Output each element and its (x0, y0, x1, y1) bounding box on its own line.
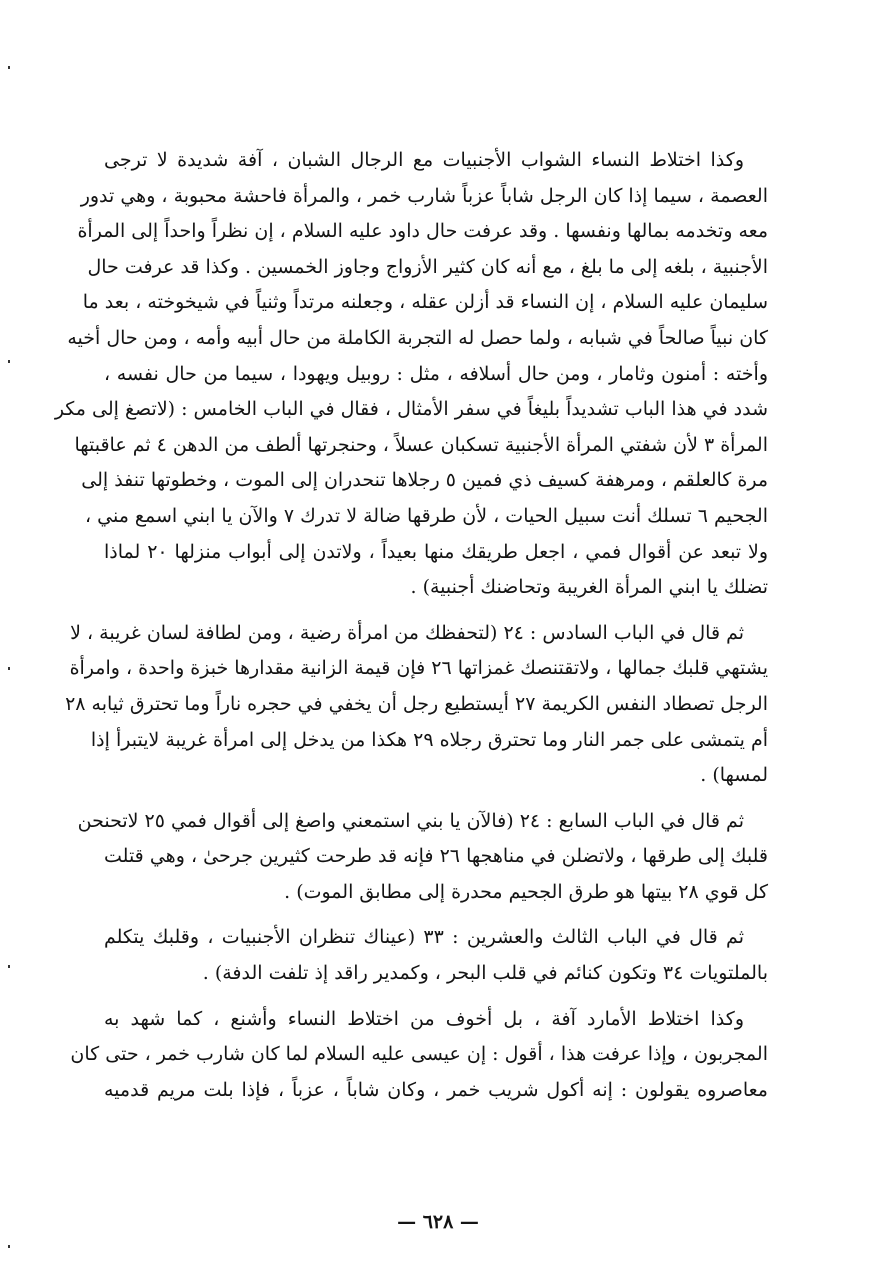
margin-mark (8, 66, 10, 69)
text-line: قلبك إلى طرقها ، ولاتضلن في مناهجها ٢٦ فإنه قد طرحت كثيرين جرحىٰ ، وهي قتلت (104, 845, 768, 868)
paragraph-gap (104, 606, 768, 616)
text-line: الجحيم ٦ تسلك أنت سبيل الحيات ، لأن طرقها ضالة لا تدرك ٧ والآن يا ابني اسمع مني ، (84, 504, 768, 527)
text-line: المرأة ٣ لأن شفتي المرأة الأجنبية تسكبان عسلاً ، وحنجرتها ألطف من الدهن ٤ ثم عاقبتها (74, 433, 768, 456)
text-line: الرجل تصطاد النفس الكريمة ٢٧ أيستطيع رجل أن يخفي في حجره ناراً وما تحترق ثيابه ٢٨ (65, 692, 768, 715)
text-line: معاصروه يقولون : إنه أكول شريب خمر ، وكان شاباً ، عزباً ، فإذا بلت مريم قدميه (104, 1078, 768, 1101)
body-text (54, 143, 768, 1108)
text-line: تضلك يا ابني المرأة الغريبة وتحاضنك أجنبية) . (410, 576, 768, 599)
text-line: وأخته : أمنون وثامار ، ومن حال أسلافه ، مثل : روبيل ويهودا ، سيما من حال نفسه ، (104, 362, 768, 385)
margin-mark (8, 667, 10, 670)
text-line: المجربون ، وإذا عرفت هذا ، أقول : إن عيسى عليه السلام لما كان شارب خمر ، حتى كان (70, 1043, 768, 1066)
text-line: معه وتخدمه بمالها ونفسها . وقد عرفت حال داود عليه السلام ، إن نظراً واحداً إلى المرأة (77, 220, 768, 243)
text-line: وكذا اختلاط الأمارد آفة ، بل أخوف من اختلاط النساء وأشنع ، كما شهد به (104, 1007, 744, 1030)
text-line: كان نبياً صالحاً في شبابه ، ولما حصل له التجربة الكاملة من حال أبيه وأمه ، ومن حال أخيه (67, 326, 768, 349)
paragraph-gap (104, 910, 768, 920)
text-line: بالملتويات ٣٤ وتكون كنائم في قلب البحر ، وكمدير راقد إذ تلفت الدفة) . (202, 962, 768, 985)
text-line: لمسها) . (700, 764, 768, 787)
text-line: مرة كالعلقم ، ومرهفة كسيف ذي فمين ٥ رجلاها تنحدران إلى الموت ، وخطوتها تنفذ إلى (81, 469, 768, 492)
paragraph (54, 143, 768, 606)
text-line: أم يتمشى على جمر النار وما تحترق رجلاه ٢٩ هكذا من يدخل إلى امرأة غريبة لايتبرأ إذا (90, 728, 768, 751)
margin-mark (8, 360, 10, 363)
margin-mark (8, 1245, 10, 1248)
paragraph (104, 920, 768, 991)
text-line: ثم قال في الباب السادس : ٢٤ (لتحفظك من امرأة رضية ، ومن لطافة لسان غريبة ، لا (70, 621, 744, 644)
text-line: ثم قال في الباب الثالث والعشرين : ٣٣ (عيناك تنظران الأجنبيات ، وقلبك يتكلم (104, 926, 744, 949)
text-line: شدد في هذا الباب تشديداً بليغاً في سفر الأمثال ، فقال في الباب الخامس : (لاتصغ إلى مكر (54, 398, 768, 421)
paragraph-gap (104, 992, 768, 1002)
text-line: وكذا اختلاط النساء الشواب الأجنبيات مع الرجال الشبان ، آفة شديدة لا ترجى (104, 149, 744, 171)
paragraph-gap (104, 794, 768, 804)
page-number: — ٦٢٨ — (397, 1211, 479, 1233)
paragraph (65, 616, 768, 794)
text-line: ثم قال في الباب السابع : ٢٤ (فالآن يا بني استمعني واصغ إلى أقوال فمي ٢٥ لاتحنحن (77, 809, 744, 832)
text-line: العصمة ، سيما إذا كان الرجل شاباً عزباً شارب خمر ، والمرأة فاحشة محبوبة ، وهي تدور (80, 184, 768, 207)
text-line: يشتهي قلبك جمالها ، ولاتقتنصك غمزاتها ٢٦ فإن قيمة الزانية مقدارها خبزة واحدة ، وامرأة (69, 657, 768, 680)
paragraph (77, 804, 768, 911)
text-line: الأجنبية ، بلغه إلى ما بلغ ، مع أنه كان كثير الأزواج وجاوز الخمسين . وكذا قد عرفت حال (87, 255, 768, 278)
margin-mark (8, 965, 10, 968)
text-line: سليمان عليه السلام ، إن النساء قد أزلن عقله ، وجعلنه مرتداً وثنياً في شيخوخته ، بعد ما (82, 291, 768, 314)
text-line: ولا تبعد عن أقوال فمي ، اجعل طريقك منها بعيداً ، ولاتدن إلى أبواب منزلها ٢٠ لماذا (104, 540, 768, 563)
paragraph (70, 1002, 768, 1109)
text-line: كل قوي ٢٨ بيتها هو طرق الجحيم محدرة إلى مطابق الموت) . (284, 880, 768, 903)
